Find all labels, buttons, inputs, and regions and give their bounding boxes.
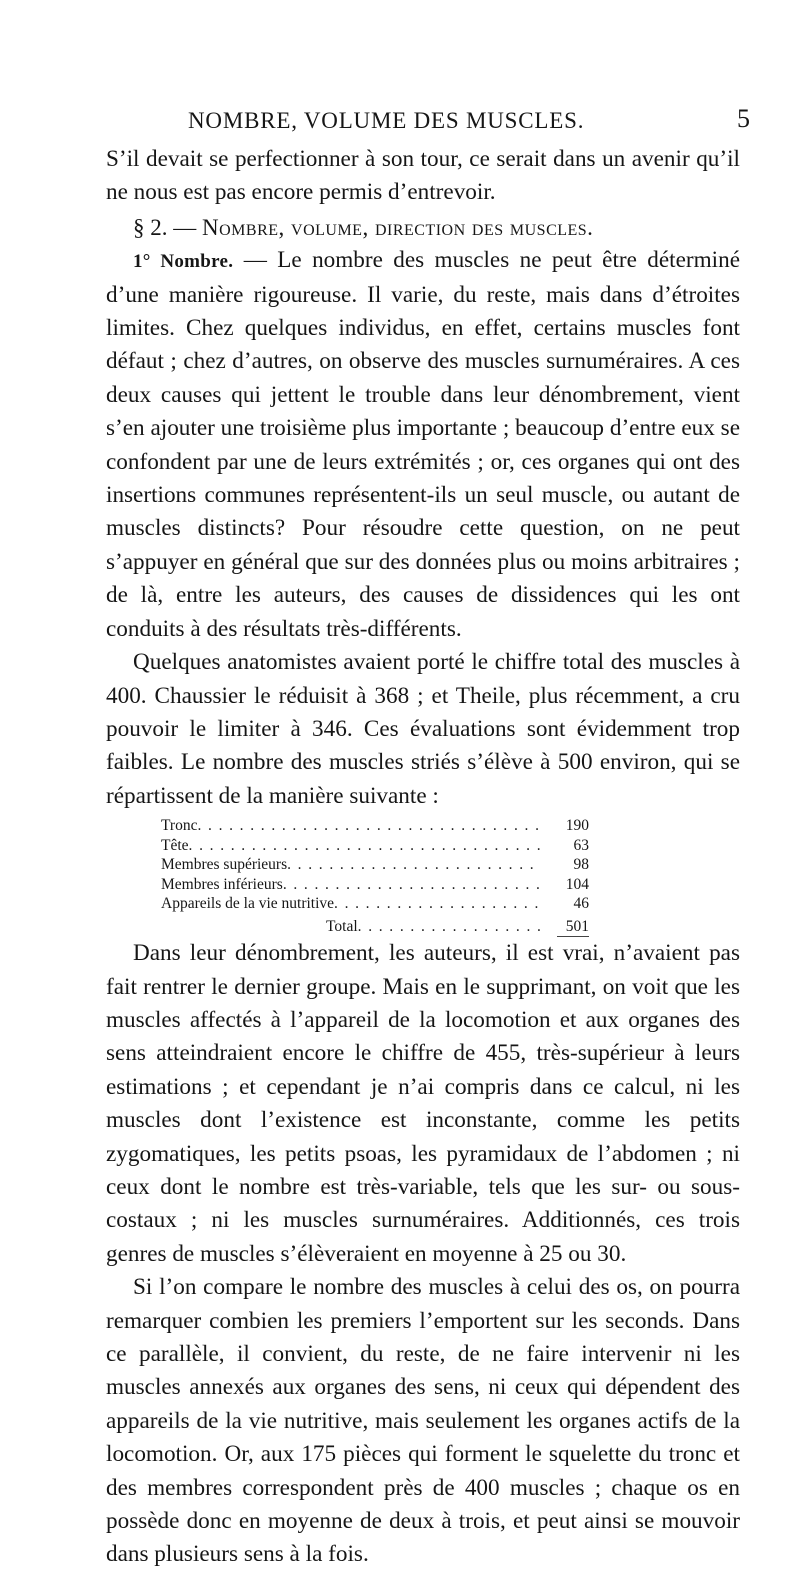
total-label: Total xyxy=(326,917,358,935)
row-value: 46 xyxy=(573,895,589,913)
table-row xyxy=(161,816,589,836)
paragraph-comparaison: Si l’on compare le nombre des muscles à celui des os, on pourra remarquer combien les premiers l’emportent sur les seconds. Dans ce parallèle, il convient, du reste, de ne faire intervenir ni les muscles annexés aux organes des sens, ni ceux qui dépendent des appareils de la vie nutritive, mais seulement les organes actifs de la locomotion. Or, aux 175 pièces qui forment le squelette du tronc et des membres correspondent près de 400 muscles ; chaque os en possède donc en moyenne de deux à trois, et peut ainsi se mouvoir dans plusieurs sens à la fois. xyxy=(106,1274,740,1568)
leader-dots xyxy=(358,917,541,937)
row-label: Appareils de la vie nutritive xyxy=(161,895,335,913)
leader-dots xyxy=(197,816,541,836)
paragraph-totals: Quelques anatomistes avaient porté le chiffre total des muscles à 400. Chaussier le réduisit à 368 ; et Theile, plus récemment, a cru pouvoir le limiter à 346. Ces évaluations sont évidemment trop faibles. Le nombre des muscles striés s’élève à 500 environ, qui se répartissent de la manière suivante : xyxy=(106,649,740,809)
row-label: Membres supérieurs xyxy=(161,856,288,874)
muscle-count-table xyxy=(161,816,589,937)
row-value: 104 xyxy=(565,875,589,893)
subsection-lead: 1° Nombre. xyxy=(133,251,234,273)
section-number: § 2. — xyxy=(133,214,197,240)
page-body xyxy=(106,143,740,1572)
row-label: Membres inférieurs xyxy=(161,875,283,893)
row-value: 63 xyxy=(573,836,589,854)
row-label: Tronc xyxy=(161,817,198,835)
table-row xyxy=(161,875,589,895)
paragraph-nombre xyxy=(106,244,740,646)
leader-dots xyxy=(287,855,541,875)
row-value: 190 xyxy=(565,817,589,835)
paragraph-denombrement: Dans leur dénombrement, les auteurs, il est vrai, n’avaient pas fait rentrer le dernier groupe. Mais en le supprimant, on voit que les muscles affectés à l’appareil de la locomotion et aux organes des sens atteindraient encore le chiffre de 455, très-supérieur à leurs estimations ; et cependant je n’ai compris dans ce calcul, ni les muscles dont l’existence est inconstante, comme les petits zygomatiques, les petits psoas, les pyramidaux de l’abdomen ; ni ceux dont le nombre est très-variable, tels que les sur- ou sous-costaux ; ni les muscles surnuméraires. Additionnés, ces trois genres de muscles s’élèveraient en moyenne à 25 ou 30. xyxy=(106,940,740,1267)
leader-dots xyxy=(189,836,541,856)
table-row xyxy=(161,836,589,856)
table-total-row xyxy=(326,917,589,937)
page-number: 5 xyxy=(737,104,750,133)
total-value: 501 xyxy=(565,917,589,935)
page-header xyxy=(0,104,801,142)
section-heading xyxy=(106,211,740,244)
row-value: 98 xyxy=(573,856,589,874)
paragraph-nombre-text: — Le nombre des muscles ne peut être déterminé d’une manière rigoureuse. Il varie, du reste, mais dans d’étroites limites. Chez quelques individus, en effet, certains muscles font défaut ; chez d’autres, on observe des muscles surnuméraires. A ces deux causes qui jettent le trouble dans leur dénombrement, vient s’en ajouter une troisième plus importante ; beaucoup d’entre eux se confondent par une de leurs extrémités ; or, ces organes qui ont des insertions communes représentent-ils un seul muscle, ou autant de muscles distincts? Pour résoudre cette question, on ne peut s’appuyer en général que sur des données plus ou moins arbitraires ; de là, entre les auteurs, des causes de dissidences qui les ont conduits à des résultats très-différents. xyxy=(106,247,740,642)
section-title: Nombre, volume, direction des muscles. xyxy=(202,214,594,240)
table-row xyxy=(161,894,589,914)
row-label: Tête xyxy=(161,836,189,854)
running-title: NOMBRE, VOLUME DES MUSCLES. xyxy=(188,108,585,133)
leader-dots xyxy=(283,875,541,895)
paragraph-continuation: S’il devait se perfectionner à son tour, ce serait dans un avenir qu’il ne nous est pas encore permis d’entrevoir. xyxy=(106,146,740,206)
table-row xyxy=(161,855,589,875)
leader-dots xyxy=(334,894,541,914)
